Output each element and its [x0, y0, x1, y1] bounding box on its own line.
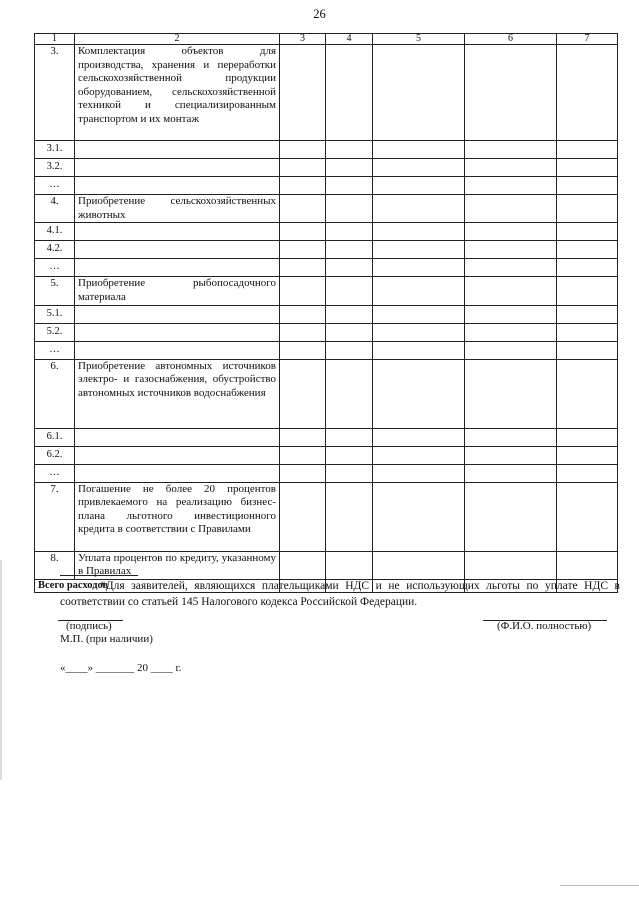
page-number: 26 [313, 7, 326, 21]
cell-col-4 [326, 241, 373, 259]
cell-col-6 [465, 259, 557, 277]
table-row [35, 241, 618, 259]
header-col-2: 2 [75, 34, 280, 45]
cell-col-5 [373, 551, 465, 579]
table-row [35, 259, 618, 277]
row-description [75, 141, 280, 159]
row-description [75, 177, 280, 195]
cell-col-6 [465, 482, 557, 551]
row-description [75, 446, 280, 464]
cell-col-4 [326, 551, 373, 579]
cell-col-6 [465, 159, 557, 177]
cell-col-6 [465, 551, 557, 579]
header-col-6: 6 [465, 34, 557, 45]
table-row [35, 359, 618, 428]
row-description [75, 259, 280, 277]
cell-col-5 [373, 323, 465, 341]
header-col-1: 1 [35, 34, 75, 45]
cell-col-6 [465, 446, 557, 464]
cell-col-3 [280, 305, 326, 323]
cell-col-4 [326, 428, 373, 446]
cell-col-6 [465, 323, 557, 341]
cell-col-4 [326, 277, 373, 305]
scan-edge [0, 560, 2, 780]
table-row [35, 277, 618, 305]
cell-col-6 [465, 45, 557, 141]
table-row [35, 223, 618, 241]
cell-col-5 [373, 141, 465, 159]
name-label: (Ф.И.О. полностью) [497, 620, 592, 632]
row-number: 3. [35, 45, 75, 141]
row-description [75, 323, 280, 341]
header-row [35, 34, 618, 45]
cell-col-5 [373, 446, 465, 464]
cell-col-4 [326, 341, 373, 359]
cell-col-4 [326, 305, 373, 323]
cell-col-6 [465, 277, 557, 305]
cell-col-4 [326, 177, 373, 195]
cell-col-4 [326, 159, 373, 177]
table-row [35, 305, 618, 323]
cell-col-3 [280, 446, 326, 464]
cell-col-6 [465, 141, 557, 159]
cell-col-7 [557, 446, 618, 464]
cell-col-3 [280, 241, 326, 259]
table-row [35, 141, 618, 159]
cell-col-5 [373, 259, 465, 277]
row-description [75, 464, 280, 482]
table-row [35, 446, 618, 464]
row-number: 3.1. [35, 141, 75, 159]
cell-col-5 [373, 45, 465, 141]
row-description [75, 428, 280, 446]
cell-col-3 [280, 359, 326, 428]
cell-col-7 [557, 359, 618, 428]
table-row [35, 464, 618, 482]
cell-col-3 [280, 482, 326, 551]
cell-col-5 [373, 277, 465, 305]
cell-col-4 [326, 141, 373, 159]
table-row [35, 45, 618, 141]
header-col-4: 4 [326, 34, 373, 45]
row-number: 7. [35, 482, 75, 551]
cell-col-5 [373, 241, 465, 259]
cell-col-5 [373, 177, 465, 195]
table-row [35, 323, 618, 341]
footnote: *Для заявителей, являющихся плательщиками НДС и не использующих льготы по уплате НДС в соответствии со статьей 145 Налогового кодекса Российской Федерации. [60, 580, 620, 608]
cell-col-6 [465, 359, 557, 428]
cell-col-4 [326, 223, 373, 241]
cell-col-4 [326, 323, 373, 341]
row-description [75, 341, 280, 359]
cell-col-3 [280, 259, 326, 277]
cell-col-7 [557, 45, 618, 141]
cell-col-7 [557, 464, 618, 482]
cell-col-6 [465, 341, 557, 359]
cell-col-7 [557, 323, 618, 341]
row-number: … [35, 259, 75, 277]
stamp-label: М.П. (при наличии) [60, 633, 153, 645]
cell-col-7 [557, 141, 618, 159]
row-number: 5.1. [35, 305, 75, 323]
cell-col-3 [280, 159, 326, 177]
cell-col-4 [326, 464, 373, 482]
row-number: 4.2. [35, 241, 75, 259]
cell-col-7 [557, 428, 618, 446]
cell-col-7 [557, 341, 618, 359]
header-col-3: 3 [280, 34, 326, 45]
cell-col-5 [373, 482, 465, 551]
expenses-table [34, 33, 618, 593]
cell-col-3 [280, 551, 326, 579]
signature-label: (подпись) [66, 620, 112, 632]
row-description: Погашение не более 20 процентов привлекаемого на реализацию бизнес-плана льготного инвестиционного кредита в соответствии с Правилами [75, 482, 280, 551]
cell-col-7 [557, 482, 618, 551]
scan-mark [560, 885, 639, 886]
table-row [35, 195, 618, 223]
cell-col-5 [373, 159, 465, 177]
cell-col-3 [280, 323, 326, 341]
cell-col-3 [280, 428, 326, 446]
table-row [35, 341, 618, 359]
cell-col-7 [557, 241, 618, 259]
date-line: «____» _______ 20 ____ г. [60, 662, 182, 674]
row-description: Приобретение автономных источников электро- и газоснабжения, обустройство автономных источников водоснабжения [75, 359, 280, 428]
row-description [75, 159, 280, 177]
header-col-5: 5 [373, 34, 465, 45]
cell-col-7 [557, 159, 618, 177]
row-number: … [35, 464, 75, 482]
cell-col-3 [280, 223, 326, 241]
row-number: 3.2. [35, 159, 75, 177]
row-description: Приобретение сельскохозяйственных животных [75, 195, 280, 223]
cell-col-4 [326, 195, 373, 223]
row-number: 5. [35, 277, 75, 305]
row-description: Приобретение рыбопосадочного материала [75, 277, 280, 305]
cell-col-7 [557, 259, 618, 277]
cell-col-6 [465, 305, 557, 323]
cell-col-4 [326, 259, 373, 277]
cell-col-3 [280, 177, 326, 195]
footnote-rule [60, 575, 138, 576]
cell-col-5 [373, 359, 465, 428]
row-number: 4. [35, 195, 75, 223]
row-number: 4.1. [35, 223, 75, 241]
cell-col-5 [373, 305, 465, 323]
cell-col-3 [280, 464, 326, 482]
row-number: 6.1. [35, 428, 75, 446]
cell-col-3 [280, 45, 326, 141]
cell-col-4 [326, 482, 373, 551]
cell-col-3 [280, 277, 326, 305]
row-description [75, 223, 280, 241]
cell-col-5 [373, 195, 465, 223]
cell-col-6 [465, 428, 557, 446]
row-number: 5.2. [35, 323, 75, 341]
total-label: Всего расходов [35, 579, 280, 592]
cell-col-5 [373, 464, 465, 482]
cell-col-7 [557, 551, 618, 579]
cell-col-7 [557, 305, 618, 323]
cell-col-7 [557, 177, 618, 195]
header-col-7: 7 [557, 34, 618, 45]
table-row [35, 177, 618, 195]
cell-col-7 [557, 223, 618, 241]
row-number: … [35, 177, 75, 195]
cell-col-3 [280, 341, 326, 359]
cell-col-4 [326, 446, 373, 464]
row-number: 6.2. [35, 446, 75, 464]
cell-col-5 [373, 341, 465, 359]
cell-col-7 [557, 195, 618, 223]
row-number: 8. [35, 551, 75, 579]
table-row [35, 428, 618, 446]
cell-col-5 [373, 428, 465, 446]
cell-col-6 [465, 223, 557, 241]
cell-col-7 [557, 277, 618, 305]
cell-col-3 [280, 141, 326, 159]
cell-col-4 [326, 45, 373, 141]
cell-col-6 [465, 177, 557, 195]
cell-col-5 [373, 223, 465, 241]
row-description [75, 305, 280, 323]
row-description [75, 241, 280, 259]
table-row [35, 159, 618, 177]
cell-col-6 [465, 464, 557, 482]
row-description: Уплата процентов по кредиту, указанному в Правилах [75, 551, 280, 579]
cell-col-6 [465, 195, 557, 223]
cell-col-3 [280, 195, 326, 223]
cell-col-6 [465, 241, 557, 259]
table-row [35, 482, 618, 551]
cell-col-4 [326, 359, 373, 428]
row-number: … [35, 341, 75, 359]
row-number: 6. [35, 359, 75, 428]
row-description: Комплектация объектов для производства, хранения и переработки сельскохозяйственной продукции оборудованием, сельскохозяйственной техникой и специализированным транспортом и их монтаж [75, 45, 280, 141]
